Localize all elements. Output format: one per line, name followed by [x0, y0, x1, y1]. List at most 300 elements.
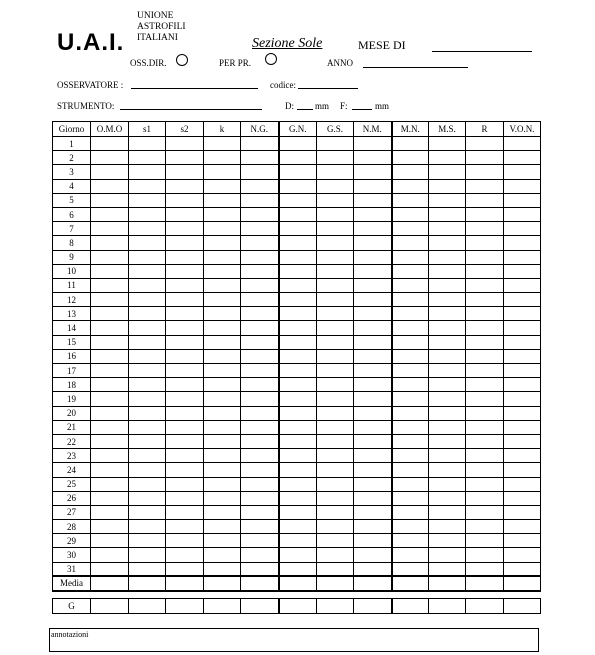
- data-cell[interactable]: [504, 307, 541, 321]
- data-cell[interactable]: [241, 349, 279, 363]
- data-cell[interactable]: [504, 477, 541, 491]
- data-cell[interactable]: [91, 378, 129, 392]
- data-cell[interactable]: [279, 165, 317, 179]
- data-cell[interactable]: [504, 335, 541, 349]
- media-cell[interactable]: [166, 576, 204, 590]
- data-cell[interactable]: [241, 463, 279, 477]
- data-cell[interactable]: [91, 307, 129, 321]
- data-cell[interactable]: [241, 250, 279, 264]
- data-cell[interactable]: [466, 335, 504, 349]
- g-cell[interactable]: [317, 599, 354, 614]
- data-cell[interactable]: [392, 406, 429, 420]
- data-cell[interactable]: [241, 534, 279, 548]
- data-cell[interactable]: [241, 392, 279, 406]
- data-cell[interactable]: [166, 207, 204, 221]
- data-cell[interactable]: [392, 179, 429, 193]
- data-cell[interactable]: [166, 293, 204, 307]
- data-cell[interactable]: [504, 207, 541, 221]
- data-cell[interactable]: [354, 449, 392, 463]
- data-cell[interactable]: [129, 463, 166, 477]
- data-cell[interactable]: [166, 278, 204, 292]
- data-cell[interactable]: [429, 236, 466, 250]
- data-cell[interactable]: [317, 463, 354, 477]
- data-cell[interactable]: [354, 349, 392, 363]
- data-cell[interactable]: [129, 406, 166, 420]
- data-cell[interactable]: [241, 193, 279, 207]
- data-cell[interactable]: [392, 449, 429, 463]
- data-cell[interactable]: [129, 520, 166, 534]
- data-cell[interactable]: [204, 449, 241, 463]
- data-cell[interactable]: [429, 392, 466, 406]
- data-cell[interactable]: [504, 406, 541, 420]
- data-cell[interactable]: [129, 335, 166, 349]
- data-cell[interactable]: [504, 548, 541, 562]
- data-cell[interactable]: [241, 520, 279, 534]
- data-cell[interactable]: [317, 378, 354, 392]
- data-cell[interactable]: [466, 293, 504, 307]
- data-cell[interactable]: [466, 307, 504, 321]
- data-cell[interactable]: [129, 364, 166, 378]
- month-field[interactable]: [432, 51, 532, 52]
- data-cell[interactable]: [241, 378, 279, 392]
- data-cell[interactable]: [317, 293, 354, 307]
- data-cell[interactable]: [354, 151, 392, 165]
- data-cell[interactable]: [429, 349, 466, 363]
- data-cell[interactable]: [204, 278, 241, 292]
- data-cell[interactable]: [466, 207, 504, 221]
- data-cell[interactable]: [279, 477, 317, 491]
- data-cell[interactable]: [129, 534, 166, 548]
- data-cell[interactable]: [166, 392, 204, 406]
- g-cell[interactable]: [279, 599, 317, 614]
- data-cell[interactable]: [429, 477, 466, 491]
- data-cell[interactable]: [204, 392, 241, 406]
- data-cell[interactable]: [279, 520, 317, 534]
- data-cell[interactable]: [279, 378, 317, 392]
- data-cell[interactable]: [504, 491, 541, 505]
- data-cell[interactable]: [166, 264, 204, 278]
- data-cell[interactable]: [504, 392, 541, 406]
- data-cell[interactable]: [129, 349, 166, 363]
- data-cell[interactable]: [279, 505, 317, 519]
- data-cell[interactable]: [204, 264, 241, 278]
- g-cell[interactable]: [241, 599, 279, 614]
- data-cell[interactable]: [392, 349, 429, 363]
- data-cell[interactable]: [466, 449, 504, 463]
- data-cell[interactable]: [429, 520, 466, 534]
- data-cell[interactable]: [392, 420, 429, 434]
- data-cell[interactable]: [466, 434, 504, 448]
- data-cell[interactable]: [279, 264, 317, 278]
- diameter-field[interactable]: [297, 109, 313, 110]
- data-cell[interactable]: [354, 137, 392, 151]
- data-cell[interactable]: [504, 534, 541, 548]
- data-cell[interactable]: [91, 548, 129, 562]
- data-cell[interactable]: [129, 193, 166, 207]
- data-cell[interactable]: [317, 207, 354, 221]
- data-cell[interactable]: [129, 278, 166, 292]
- data-cell[interactable]: [317, 137, 354, 151]
- data-cell[interactable]: [91, 364, 129, 378]
- data-cell[interactable]: [429, 307, 466, 321]
- data-cell[interactable]: [129, 392, 166, 406]
- media-cell[interactable]: [129, 576, 166, 590]
- data-cell[interactable]: [279, 335, 317, 349]
- data-cell[interactable]: [429, 179, 466, 193]
- data-cell[interactable]: [504, 420, 541, 434]
- data-cell[interactable]: [129, 491, 166, 505]
- data-cell[interactable]: [166, 335, 204, 349]
- data-cell[interactable]: [91, 321, 129, 335]
- data-cell[interactable]: [354, 534, 392, 548]
- data-cell[interactable]: [241, 406, 279, 420]
- data-cell[interactable]: [241, 151, 279, 165]
- data-cell[interactable]: [129, 179, 166, 193]
- data-cell[interactable]: [466, 264, 504, 278]
- media-cell[interactable]: [241, 576, 279, 590]
- data-cell[interactable]: [129, 378, 166, 392]
- data-cell[interactable]: [466, 491, 504, 505]
- data-cell[interactable]: [392, 491, 429, 505]
- data-cell[interactable]: [241, 477, 279, 491]
- data-cell[interactable]: [317, 236, 354, 250]
- data-cell[interactable]: [279, 137, 317, 151]
- data-cell[interactable]: [317, 179, 354, 193]
- data-cell[interactable]: [317, 406, 354, 420]
- data-cell[interactable]: [392, 307, 429, 321]
- data-cell[interactable]: [166, 179, 204, 193]
- data-cell[interactable]: [429, 293, 466, 307]
- data-cell[interactable]: [241, 335, 279, 349]
- media-cell[interactable]: [429, 576, 466, 590]
- data-cell[interactable]: [166, 434, 204, 448]
- data-cell[interactable]: [204, 434, 241, 448]
- data-cell[interactable]: [129, 207, 166, 221]
- data-cell[interactable]: [354, 520, 392, 534]
- data-cell[interactable]: [129, 137, 166, 151]
- data-cell[interactable]: [429, 137, 466, 151]
- data-cell[interactable]: [392, 236, 429, 250]
- data-cell[interactable]: [91, 491, 129, 505]
- data-cell[interactable]: [204, 151, 241, 165]
- data-cell[interactable]: [504, 349, 541, 363]
- data-cell[interactable]: [429, 193, 466, 207]
- media-cell[interactable]: [204, 576, 241, 590]
- data-cell[interactable]: [241, 137, 279, 151]
- data-cell[interactable]: [166, 562, 204, 576]
- data-cell[interactable]: [392, 562, 429, 576]
- data-cell[interactable]: [354, 463, 392, 477]
- data-cell[interactable]: [317, 548, 354, 562]
- data-cell[interactable]: [279, 420, 317, 434]
- data-cell[interactable]: [392, 392, 429, 406]
- data-cell[interactable]: [354, 406, 392, 420]
- data-cell[interactable]: [466, 548, 504, 562]
- media-cell[interactable]: [91, 576, 129, 590]
- data-cell[interactable]: [392, 378, 429, 392]
- data-cell[interactable]: [279, 434, 317, 448]
- data-cell[interactable]: [466, 378, 504, 392]
- data-cell[interactable]: [91, 293, 129, 307]
- data-cell[interactable]: [504, 151, 541, 165]
- data-cell[interactable]: [429, 222, 466, 236]
- data-cell[interactable]: [317, 222, 354, 236]
- data-cell[interactable]: [204, 562, 241, 576]
- media-cell[interactable]: [466, 576, 504, 590]
- data-cell[interactable]: [466, 534, 504, 548]
- data-cell[interactable]: [504, 449, 541, 463]
- data-cell[interactable]: [241, 562, 279, 576]
- g-cell[interactable]: [466, 599, 504, 614]
- data-cell[interactable]: [354, 434, 392, 448]
- data-cell[interactable]: [279, 364, 317, 378]
- g-cell[interactable]: [354, 599, 392, 614]
- focal-field[interactable]: [352, 109, 372, 110]
- data-cell[interactable]: [129, 548, 166, 562]
- data-cell[interactable]: [429, 321, 466, 335]
- data-cell[interactable]: [241, 548, 279, 562]
- data-cell[interactable]: [204, 250, 241, 264]
- data-cell[interactable]: [204, 491, 241, 505]
- data-cell[interactable]: [91, 406, 129, 420]
- data-cell[interactable]: [392, 193, 429, 207]
- data-cell[interactable]: [466, 420, 504, 434]
- data-cell[interactable]: [429, 250, 466, 264]
- data-cell[interactable]: [129, 562, 166, 576]
- data-cell[interactable]: [279, 562, 317, 576]
- data-cell[interactable]: [166, 378, 204, 392]
- data-cell[interactable]: [504, 179, 541, 193]
- data-cell[interactable]: [317, 335, 354, 349]
- data-cell[interactable]: [317, 505, 354, 519]
- data-cell[interactable]: [429, 207, 466, 221]
- data-cell[interactable]: [392, 548, 429, 562]
- data-cell[interactable]: [241, 278, 279, 292]
- data-cell[interactable]: [129, 420, 166, 434]
- data-cell[interactable]: [91, 278, 129, 292]
- data-cell[interactable]: [354, 250, 392, 264]
- data-cell[interactable]: [504, 137, 541, 151]
- data-cell[interactable]: [354, 364, 392, 378]
- data-cell[interactable]: [241, 420, 279, 434]
- data-cell[interactable]: [166, 193, 204, 207]
- data-cell[interactable]: [241, 236, 279, 250]
- year-field[interactable]: [363, 67, 468, 68]
- data-cell[interactable]: [392, 137, 429, 151]
- data-cell[interactable]: [466, 406, 504, 420]
- data-cell[interactable]: [129, 236, 166, 250]
- data-cell[interactable]: [166, 520, 204, 534]
- data-cell[interactable]: [279, 392, 317, 406]
- data-cell[interactable]: [504, 165, 541, 179]
- data-cell[interactable]: [166, 491, 204, 505]
- data-cell[interactable]: [354, 321, 392, 335]
- data-cell[interactable]: [466, 364, 504, 378]
- data-cell[interactable]: [392, 151, 429, 165]
- data-cell[interactable]: [279, 463, 317, 477]
- data-cell[interactable]: [91, 179, 129, 193]
- data-cell[interactable]: [166, 477, 204, 491]
- data-cell[interactable]: [392, 293, 429, 307]
- data-cell[interactable]: [279, 179, 317, 193]
- data-cell[interactable]: [129, 434, 166, 448]
- data-cell[interactable]: [166, 449, 204, 463]
- data-cell[interactable]: [241, 434, 279, 448]
- data-cell[interactable]: [166, 321, 204, 335]
- data-cell[interactable]: [241, 293, 279, 307]
- data-cell[interactable]: [466, 562, 504, 576]
- data-cell[interactable]: [466, 505, 504, 519]
- data-cell[interactable]: [166, 548, 204, 562]
- data-cell[interactable]: [354, 378, 392, 392]
- data-cell[interactable]: [204, 335, 241, 349]
- data-cell[interactable]: [166, 364, 204, 378]
- observer-field[interactable]: [131, 88, 258, 89]
- data-cell[interactable]: [429, 165, 466, 179]
- data-cell[interactable]: [279, 151, 317, 165]
- data-cell[interactable]: [392, 505, 429, 519]
- data-cell[interactable]: [129, 222, 166, 236]
- data-cell[interactable]: [166, 420, 204, 434]
- data-cell[interactable]: [91, 534, 129, 548]
- data-cell[interactable]: [354, 165, 392, 179]
- oss-dir-radio[interactable]: [176, 54, 188, 66]
- data-cell[interactable]: [204, 307, 241, 321]
- data-cell[interactable]: [354, 392, 392, 406]
- data-cell[interactable]: [392, 477, 429, 491]
- data-cell[interactable]: [204, 548, 241, 562]
- data-cell[interactable]: [317, 278, 354, 292]
- data-cell[interactable]: [166, 165, 204, 179]
- data-cell[interactable]: [91, 434, 129, 448]
- data-cell[interactable]: [279, 207, 317, 221]
- data-cell[interactable]: [429, 278, 466, 292]
- data-cell[interactable]: [466, 278, 504, 292]
- data-cell[interactable]: [429, 463, 466, 477]
- data-cell[interactable]: [204, 207, 241, 221]
- data-cell[interactable]: [241, 307, 279, 321]
- data-cell[interactable]: [354, 293, 392, 307]
- data-cell[interactable]: [317, 321, 354, 335]
- data-cell[interactable]: [317, 477, 354, 491]
- data-cell[interactable]: [166, 349, 204, 363]
- g-cell[interactable]: [91, 599, 129, 614]
- data-cell[interactable]: [279, 222, 317, 236]
- data-cell[interactable]: [204, 520, 241, 534]
- data-cell[interactable]: [317, 392, 354, 406]
- data-cell[interactable]: [91, 505, 129, 519]
- data-cell[interactable]: [91, 477, 129, 491]
- data-cell[interactable]: [504, 434, 541, 448]
- data-cell[interactable]: [429, 562, 466, 576]
- data-cell[interactable]: [317, 349, 354, 363]
- data-cell[interactable]: [129, 293, 166, 307]
- data-cell[interactable]: [129, 264, 166, 278]
- media-cell[interactable]: [504, 576, 541, 590]
- data-cell[interactable]: [429, 378, 466, 392]
- data-cell[interactable]: [354, 491, 392, 505]
- media-cell[interactable]: [279, 576, 317, 590]
- data-cell[interactable]: [504, 505, 541, 519]
- data-cell[interactable]: [504, 250, 541, 264]
- data-cell[interactable]: [429, 335, 466, 349]
- data-cell[interactable]: [466, 349, 504, 363]
- data-cell[interactable]: [279, 321, 317, 335]
- data-cell[interactable]: [279, 293, 317, 307]
- data-cell[interactable]: [392, 534, 429, 548]
- data-cell[interactable]: [354, 548, 392, 562]
- data-cell[interactable]: [129, 505, 166, 519]
- data-cell[interactable]: [91, 520, 129, 534]
- data-cell[interactable]: [91, 349, 129, 363]
- g-cell[interactable]: [392, 599, 429, 614]
- data-cell[interactable]: [354, 335, 392, 349]
- instrument-field[interactable]: [120, 109, 262, 110]
- data-cell[interactable]: [204, 349, 241, 363]
- data-cell[interactable]: [129, 477, 166, 491]
- g-cell[interactable]: [129, 599, 166, 614]
- data-cell[interactable]: [392, 264, 429, 278]
- data-cell[interactable]: [466, 193, 504, 207]
- data-cell[interactable]: [91, 335, 129, 349]
- data-cell[interactable]: [317, 520, 354, 534]
- data-cell[interactable]: [392, 207, 429, 221]
- data-cell[interactable]: [429, 420, 466, 434]
- data-cell[interactable]: [241, 264, 279, 278]
- data-cell[interactable]: [166, 137, 204, 151]
- data-cell[interactable]: [204, 236, 241, 250]
- data-cell[interactable]: [466, 151, 504, 165]
- data-cell[interactable]: [279, 236, 317, 250]
- data-cell[interactable]: [466, 179, 504, 193]
- data-cell[interactable]: [392, 520, 429, 534]
- data-cell[interactable]: [466, 520, 504, 534]
- data-cell[interactable]: [204, 193, 241, 207]
- data-cell[interactable]: [354, 505, 392, 519]
- data-cell[interactable]: [354, 477, 392, 491]
- data-cell[interactable]: [317, 250, 354, 264]
- data-cell[interactable]: [279, 449, 317, 463]
- data-cell[interactable]: [354, 420, 392, 434]
- data-cell[interactable]: [279, 307, 317, 321]
- data-cell[interactable]: [392, 463, 429, 477]
- data-cell[interactable]: [354, 278, 392, 292]
- data-cell[interactable]: [504, 378, 541, 392]
- data-cell[interactable]: [429, 449, 466, 463]
- g-cell[interactable]: [504, 599, 541, 614]
- data-cell[interactable]: [166, 406, 204, 420]
- data-cell[interactable]: [241, 491, 279, 505]
- data-cell[interactable]: [279, 548, 317, 562]
- data-cell[interactable]: [91, 236, 129, 250]
- data-cell[interactable]: [466, 165, 504, 179]
- data-cell[interactable]: [204, 420, 241, 434]
- data-cell[interactable]: [317, 264, 354, 278]
- data-cell[interactable]: [392, 434, 429, 448]
- data-cell[interactable]: [279, 278, 317, 292]
- data-cell[interactable]: [204, 534, 241, 548]
- data-cell[interactable]: [91, 137, 129, 151]
- data-cell[interactable]: [129, 165, 166, 179]
- data-cell[interactable]: [392, 165, 429, 179]
- data-cell[interactable]: [429, 491, 466, 505]
- data-cell[interactable]: [91, 207, 129, 221]
- data-cell[interactable]: [204, 222, 241, 236]
- data-cell[interactable]: [91, 562, 129, 576]
- data-cell[interactable]: [354, 207, 392, 221]
- data-cell[interactable]: [241, 179, 279, 193]
- data-cell[interactable]: [317, 562, 354, 576]
